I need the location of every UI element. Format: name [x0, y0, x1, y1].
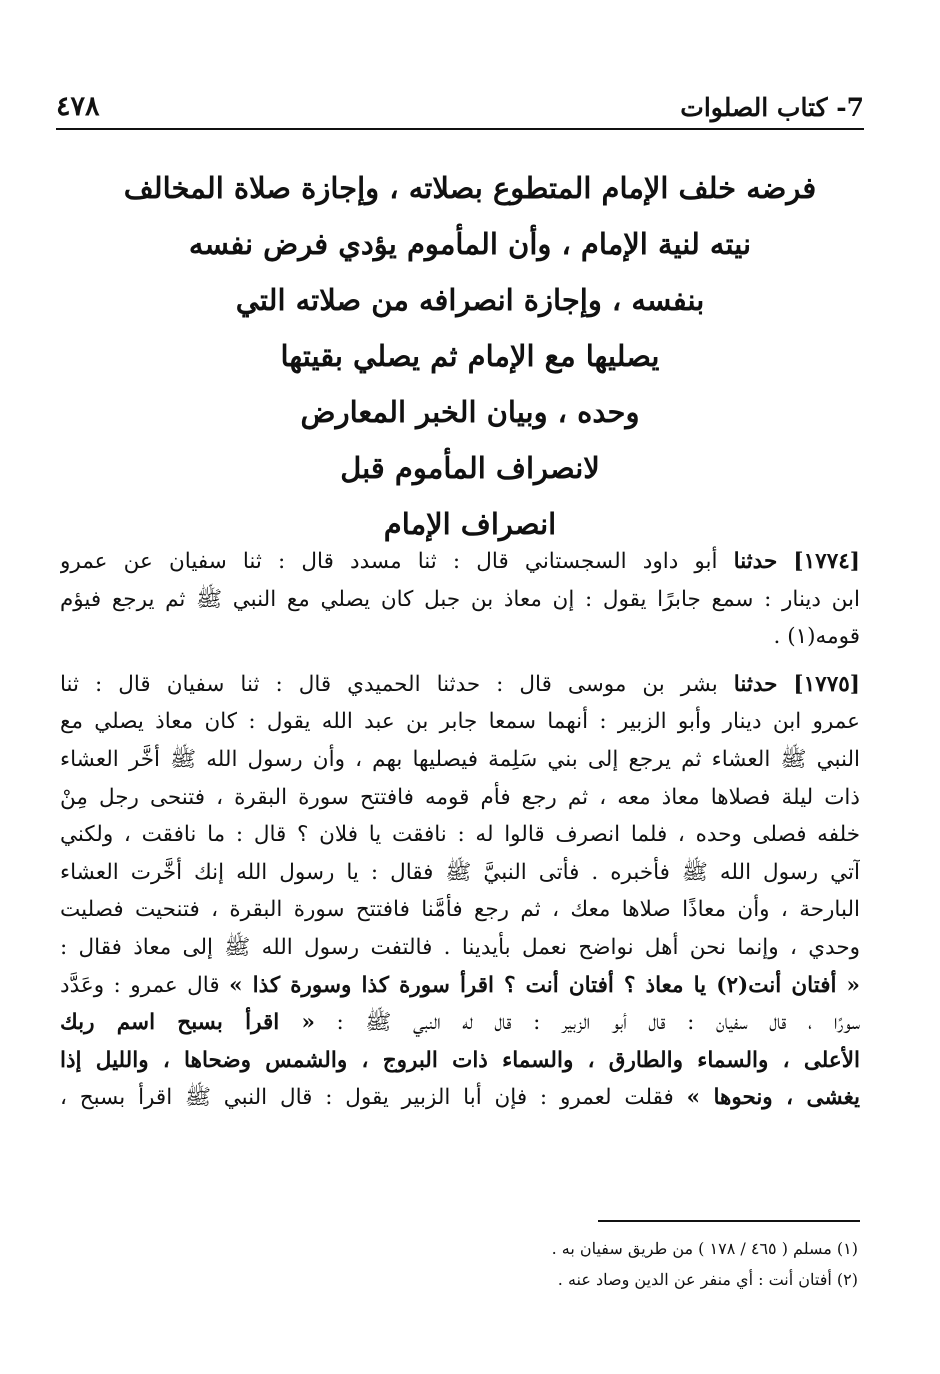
text-run: سورًا ، قال سفيان : قال أبو الزبير : قال له النبي ﷺ :: [336, 1010, 860, 1036]
text-run: بشر بن موسى قال : حدثنا الحميدي قال : ثنا سفيان قال : ثنا: [60, 671, 718, 697]
text-run: عمرو ابن دينار وأبو الزبير : أنهما سمعا جابر بن عبد الله يقول : كان معاذ يصلي مع: [60, 709, 860, 735]
text-line: [60, 618, 860, 656]
chapter-title-line: بنفسه ، وإجازة انصرافه من صلاته التي: [235, 283, 705, 317]
bold-text: « اقرأ بسبح اسم ربك: [60, 1010, 315, 1036]
hadith-text: [60, 543, 860, 1117]
chapter-title-line: لانصراف المأموم قبل: [340, 451, 600, 485]
text-line: [60, 1079, 860, 1117]
text-run: وحدي ، وإنما نحن أهل نواضح نعمل بأيدينا . فالتفت رسول الله ﷺ إلى معاذ فقال :: [60, 934, 860, 960]
paragraph-gap: [60, 656, 860, 666]
text-run: أبو داود السجستاني قال : ثنا مسدد قال : ثنا سفيان عن عمرو: [60, 549, 718, 574]
text-line: [60, 967, 860, 1005]
text-line: [60, 703, 860, 741]
hadith-number: [١٧٧٥]: [793, 671, 860, 697]
text-run: قال عمرو : وعَدَّد: [60, 972, 220, 998]
text-run: خلفه فصلى وحده ، فلما انصرف قالوا له : نافقت يا فلان ؟ قال : ما نافقت ، ولكني: [60, 822, 860, 848]
text-line: [60, 1042, 860, 1080]
text-line: [60, 666, 860, 704]
bold-text: الأعلى ، والسماء والطارق ، والسماء ذات البروج ، والشمس وضحاها ، والليل إذا: [60, 1047, 860, 1073]
text-line: [60, 543, 860, 581]
text-line: [60, 581, 860, 619]
bold-text: حدثنا: [733, 549, 778, 574]
footnote-divider: [598, 1220, 860, 1222]
page-header: [56, 78, 864, 130]
text-run: قومه(١) .: [773, 624, 860, 650]
chapter-title-line: وحده ، وبيان الخبر المعارض: [300, 395, 640, 429]
footnotes: [60, 1233, 858, 1295]
text-run: ابن دينار : سمع جابرًا يقول : إن معاذ بن جبل كان يصلي مع النبي ﷺ ثم يرجع فيؤم: [60, 586, 860, 612]
chapter-title-line: انصراف الإمام: [383, 507, 557, 541]
text-run: البارحة ، وأن معاذًا صلاها معك ، ثم رجع فأمَّنا فافتتح سورة البقرة ، فتنحيت فصليت: [60, 897, 860, 923]
text-run: النبي ﷺ العشاء ثم يرجع إلى بني سَلِمة فيصليها بهم ، وأن رسول الله ﷺ أخَّر العشاء: [60, 746, 860, 772]
chapter-title-line: يصليها مع الإمام ثم يصلي بقيتها: [280, 339, 660, 373]
text-line: [60, 741, 860, 779]
text-line: [60, 929, 860, 967]
footnote: (٢) أفتان أنت : أي منفر عن الدين وصاد عنه .: [557, 1270, 858, 1289]
bold-text: يغشى ، ونحوها »: [686, 1085, 860, 1111]
text-line: [60, 816, 860, 854]
text-line: [60, 779, 860, 817]
chapter-title: [110, 160, 830, 552]
text-line: [60, 891, 860, 929]
bold-text: « أفتان أنت(٢) يا معاذ ؟ أفتان أنت ؟ اقرأ سورة كذا وسورة كذا »: [229, 972, 860, 998]
text-run: ذات ليلة فصلاها معاذ معه ، ثم رجع فأم قومه فافتتح سورة البقرة ، فتنحى رجل مِنْ: [60, 784, 860, 810]
chapter-title-line: فرضه خلف الإمام المتطوع بصلاته ، وإجازة صلاة المخالف: [123, 171, 817, 205]
text-run: فقلت لعمرو : فإن أبا الزبير يقول : قال النبي ﷺ اقرأ بسبح ،: [60, 1085, 674, 1111]
text-line: [60, 854, 860, 892]
hadith-number: [١٧٧٤]: [793, 549, 860, 574]
text-line: [60, 1004, 860, 1042]
page-number: ٤٧٨: [56, 91, 100, 122]
chapter-title-line: نيته لنية الإمام ، وأن المأموم يؤدي فرض نفسه: [188, 227, 752, 261]
book-title: 7- كتاب الصلوات: [680, 93, 864, 122]
footnote: (١) مسلم ( ٤٦٥ / ١٧٨ ) من طريق سفيان به .: [551, 1239, 858, 1258]
bold-text: حدثنا: [733, 671, 778, 697]
text-run: آتي رسول الله ﷺ فأخبره . فأتى النبيَّ ﷺ فقال : يا رسول الله إنك أخَّرت العشاء: [60, 859, 860, 885]
